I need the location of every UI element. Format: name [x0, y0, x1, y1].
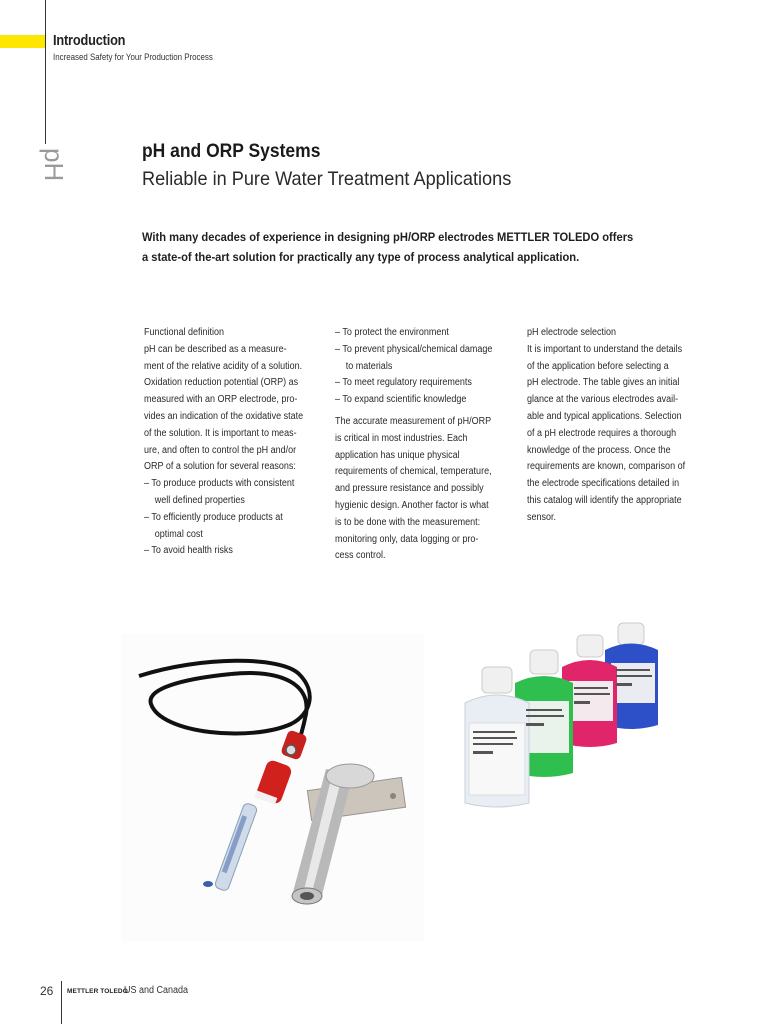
- bullet-item-continued: optimal cost: [154, 528, 203, 540]
- body-line: hygienic design. Another factor is what: [335, 499, 489, 511]
- lead-line: a state-of the-art solution for practically any type of process analytical application.: [142, 250, 580, 264]
- body-line: vides an indication of the oxidative state: [144, 410, 304, 422]
- bullet-item: – To meet regulatory requirements: [335, 377, 472, 389]
- bullet-item-continued: well defined properties: [154, 494, 245, 506]
- bullet-item: – To efficiently produce products at: [144, 511, 283, 523]
- lead-paragraph: [142, 227, 702, 267]
- body-line: glance at the various electrodes avail-: [527, 394, 679, 406]
- brand-logo-text: METTLER TOLEDO: [67, 988, 128, 995]
- body-line: The accurate measurement of pH/ORP: [335, 415, 492, 427]
- page-title: pH and ORP Systems: [142, 141, 321, 162]
- side-tab-text: pH: [39, 148, 69, 182]
- body-line: is critical in most industries. Each: [335, 432, 468, 444]
- electrode-photo: [121, 634, 424, 941]
- body-line: of a pH electrode requires a thorough: [527, 427, 677, 439]
- body-line: the electrode specifications detailed in: [527, 478, 680, 490]
- body-line: monitoring only, data logging or pro-: [335, 533, 479, 545]
- section-subtitle: Increased Safety for Your Production Process: [53, 52, 213, 62]
- body-line: and pressure resistance and possibly: [335, 483, 484, 495]
- section-header: [53, 33, 235, 62]
- text-column-electrode-selection: [527, 325, 717, 527]
- column-heading: pH electrode selection: [527, 327, 617, 338]
- body-line: this catalog will identify the appropriate: [527, 494, 682, 506]
- footer-region: US and Canada: [124, 985, 189, 996]
- body-line: It is important to understand the details: [527, 343, 683, 355]
- body-line: ORP of a solution for several reasons:: [144, 461, 296, 473]
- body-line: cess control.: [335, 550, 386, 562]
- body-line: ment of the relative acidity of a solution.: [144, 360, 303, 372]
- bullet-item: – To produce products with consistent: [144, 478, 295, 490]
- section-accent-bar: [0, 35, 45, 48]
- body-line: is to be done with the measurement:: [335, 516, 481, 528]
- side-tab-label: [40, 148, 76, 184]
- column-heading: Functional definition: [144, 327, 225, 338]
- body-line: application has unique physical: [335, 449, 460, 461]
- body-line: requirements of chemical, temperature,: [335, 466, 492, 478]
- page-footer: [0, 984, 768, 1004]
- lead-line: With many decades of experience in designing pH/ORP electrodes METTLER TOLEDO offers: [142, 230, 634, 244]
- bullet-item: – To prevent physical/chemical damage: [335, 343, 493, 355]
- section-title: Introduction: [53, 33, 126, 49]
- bullet-item-continued: to materials: [345, 360, 393, 372]
- body-line: knowledge of the process. Once the: [527, 444, 671, 456]
- body-line: of the solution. It is important to meas-: [144, 427, 297, 439]
- text-column-measurement: [335, 325, 525, 565]
- body-line: of the application before selecting a: [527, 360, 669, 372]
- margin-rule-top: [45, 0, 46, 144]
- body-line: able and typical applications. Selection: [527, 410, 682, 422]
- buffer-solutions-photo: [455, 615, 685, 815]
- body-line: measured with an ORP electrode, pro-: [144, 394, 298, 406]
- page-subtitle: Reliable in Pure Water Treatment Applications: [142, 168, 512, 190]
- buffer-bottles-illustration: [455, 615, 685, 815]
- body-line: requirements are known, comparison of: [527, 461, 686, 473]
- page-number: 26: [40, 984, 54, 998]
- body-line: pH electrode. The table gives an initial: [527, 377, 680, 389]
- headline: [142, 141, 539, 191]
- bullet-item: – To avoid health risks: [144, 545, 233, 557]
- body-line: Oxidation reduction potential (ORP) as: [144, 377, 299, 389]
- bullet-item: – To expand scientific knowledge: [335, 394, 467, 406]
- body-line: sensor.: [527, 511, 557, 523]
- body-line: pH can be described as a measure-: [144, 343, 287, 355]
- bullet-item: – To protect the environment: [335, 327, 449, 338]
- text-column-functional-definition: [144, 325, 334, 560]
- body-line: ure, and often to control the pH and/or: [144, 444, 297, 456]
- electrode-illustration: [121, 634, 424, 941]
